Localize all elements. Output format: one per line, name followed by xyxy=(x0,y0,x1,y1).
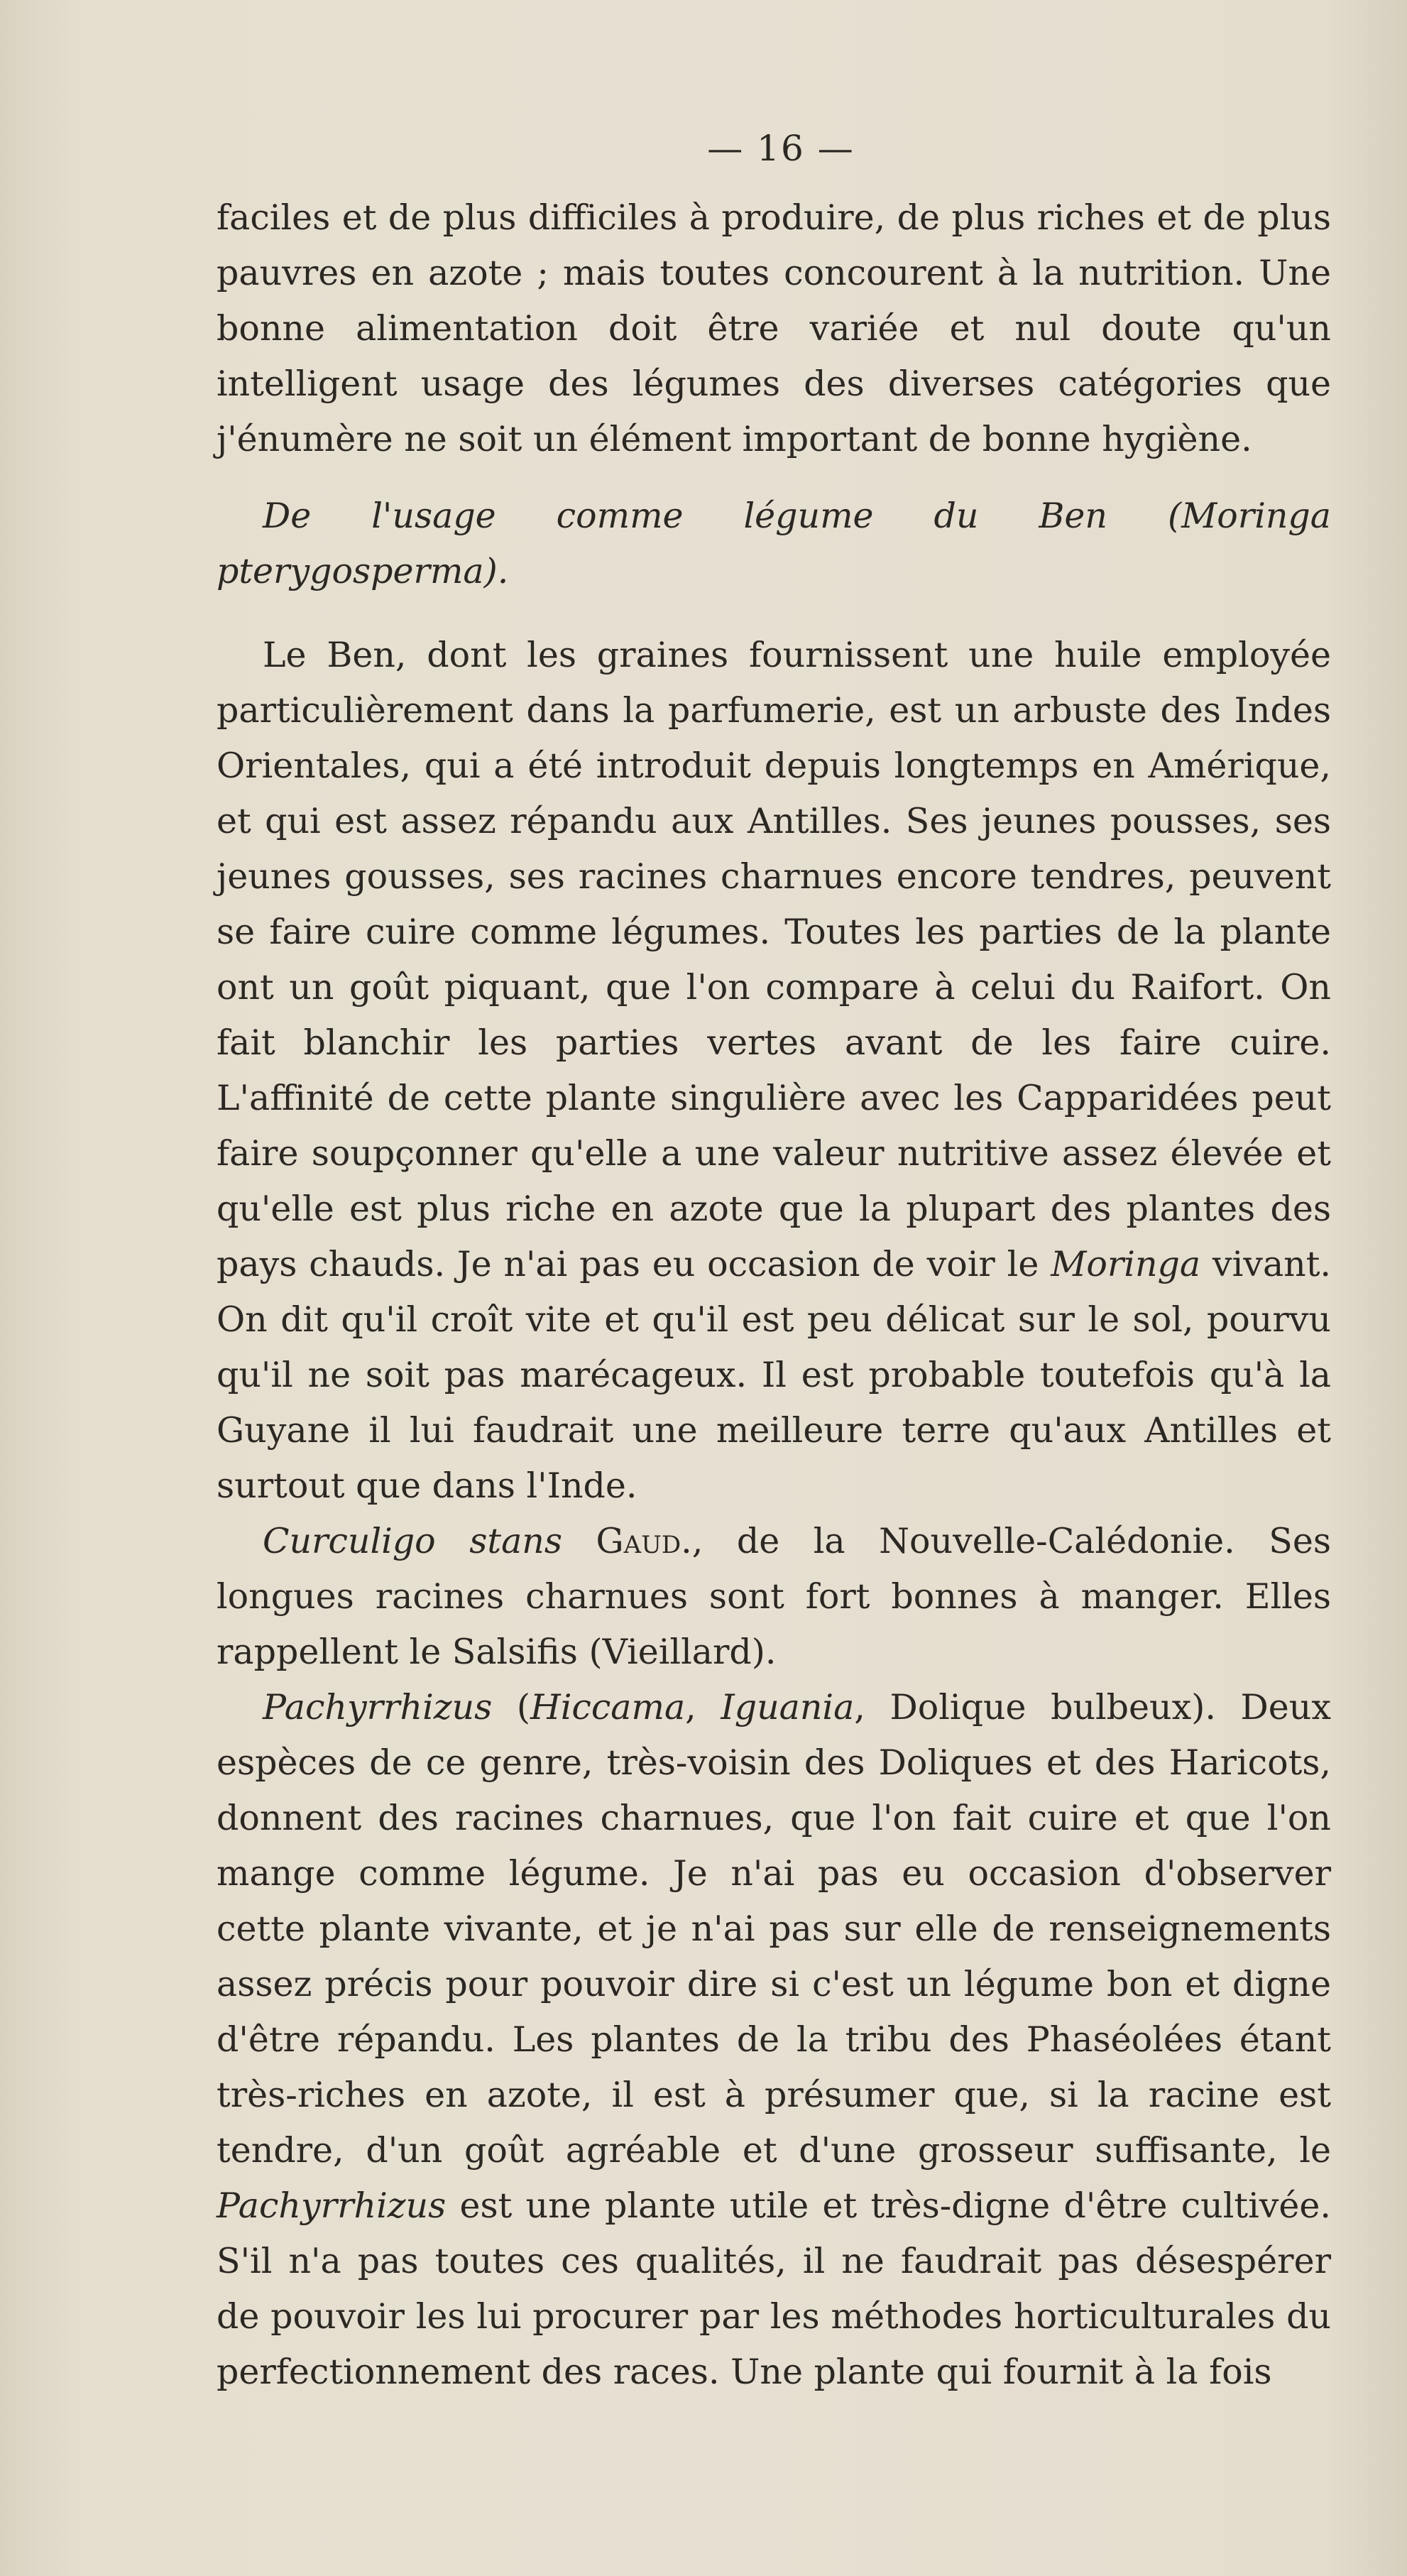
paragraph-pachyrrhizus-synonym-2: Iguania xyxy=(721,1687,855,1728)
paragraph-pachyrrhizus-genus-2: Pachyrrhizus xyxy=(217,2185,447,2226)
heading-text: De l'usage comme légume du Ben ( xyxy=(263,496,1182,536)
paragraph-intro xyxy=(217,190,1331,467)
paragraph-pachyrrhizus xyxy=(217,1680,1331,2400)
paragraph-intro-text: faciles et de plus difficiles à produire, de plus riches et de plus pauvres en azote ; mais toutes concourent à la nutrition. Une bonne alimentation doit être variée et nul doute qu'un intelligent usage des légumes des diverses catégories que j'énumère ne soit un élément important de bonne hygiène. xyxy=(217,197,1331,459)
paragraph-ben-text-2: vivant. On dit qu'il croît vite et qu'il est peu délicat sur le sol, pourvu qu'il ne soit pas marécageux. Il est probable toutefois qu'à la Guyane il lui faudrait une meilleure terre qu'aux Antilles et surtout que dans l'Inde. xyxy=(217,1244,1331,1506)
paragraph-pachyrrhizus-comma: , xyxy=(685,1687,721,1728)
page-number: — 16 — xyxy=(707,128,855,169)
paragraph-curculigo-author: Gaud. xyxy=(596,1521,692,1561)
body-text xyxy=(217,190,1331,2400)
heading-species: Moringa pterygosperma xyxy=(217,496,1331,591)
paragraph-curculigo-text: , de la Nouvelle-Calédonie. Ses longues racines charnues sont fort bonnes à manger. Elles rappellent le Salsifis (Vieillard). xyxy=(217,1521,1331,1672)
paragraph-pachyrrhizus-genus: Pachyrrhizus xyxy=(263,1687,493,1728)
paragraph-pachyrrhizus-paren-open: ( xyxy=(492,1687,530,1728)
heading-close: ). xyxy=(483,551,509,591)
paragraph-ben-genus: Moringa xyxy=(1051,1244,1201,1284)
paragraph-curculigo xyxy=(217,1514,1331,1680)
paragraph-curculigo-species: Curculigo stans xyxy=(263,1521,562,1561)
paragraph-pachyrrhizus-text-1: , Dolique bulbeux). Deux espèces de ce genre, très-voisin des Doliques et des Haricots, donnent des racines charnues, que l'on fait cuire et que l'on mange comme légume. Je n'ai pas eu occasion d'observer cette plante vivante, et je n'ai pas sur elle de renseignements assez précis pour pouvoir dire si c'est un légume bon et digne d'être répandu. Les plantes de la tribu des Phaséolées étant très-riches en azote, il est à présumer que, si la racine est tendre, d'un goût agréable et d'une grosseur suffisante, le xyxy=(217,1687,1331,2171)
section-heading xyxy=(217,467,1331,628)
paragraph-pachyrrhizus-text-2: est une plante utile et très-digne d'être cultivée. S'il n'a pas toutes ces qualités, il ne faudrait pas désespérer de pouvoir les lui procurer par les méthodes horticulturales du perfectionnement des races. Une plante qui fournit à la fois xyxy=(217,2185,1331,2392)
paragraph-pachyrrhizus-synonym-1: Hiccama xyxy=(530,1687,686,1728)
paragraph-ben xyxy=(217,628,1331,1514)
paragraph-ben-text-1: Le Ben, dont les graines fournissent une huile employée particulièrement dans la parfumerie, est un arbuste des Indes Orientales, qui a été introduit depuis longtemps en Amérique, et qui est assez répandu aux Antilles. Ses jeunes pousses, ses jeunes gousses, ses racines charnues encore tendres, peuvent se faire cuire comme légumes. Toutes les parties de la plante ont un goût piquant, que l'on compare à celui du Raifort. On fait blanchir les parties vertes avant de les faire cuire. L'affinité de cette plante singulière avec les Capparidées peut faire soupçonner qu'elle a une valeur nutritive assez élevée et qu'elle est plus riche en azote que la plupart des plantes des pays chauds. Je n'ai pas eu occasion de voir le xyxy=(217,635,1331,1284)
